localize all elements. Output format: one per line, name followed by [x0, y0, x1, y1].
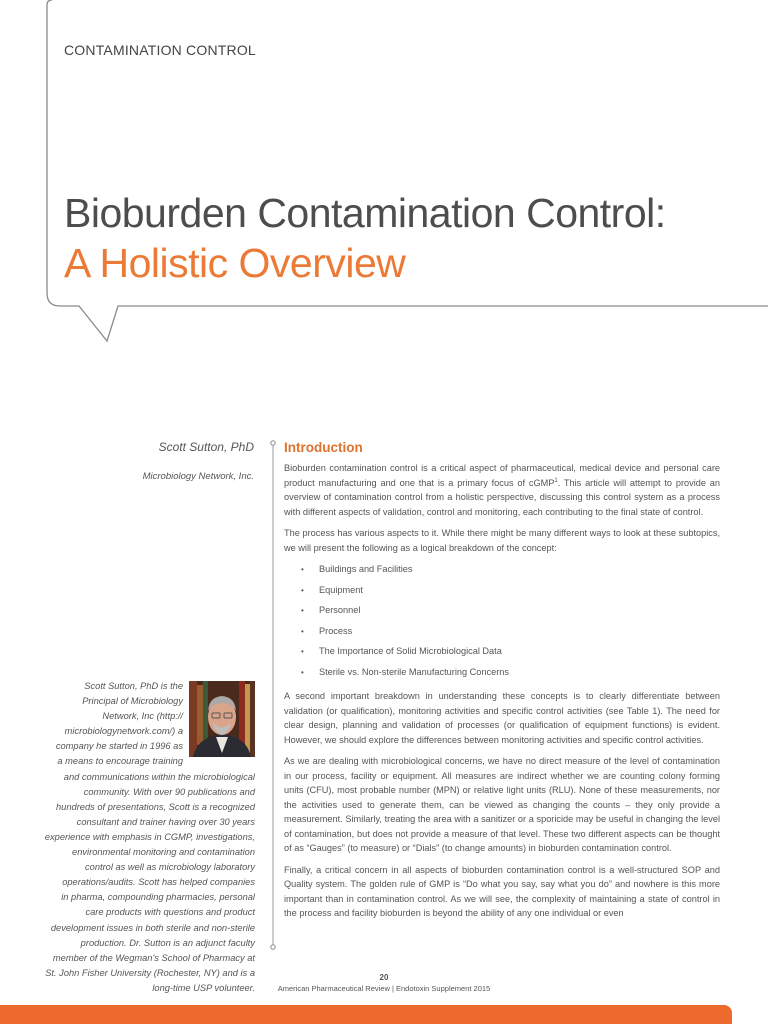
bio-line: long-time USP volunteer. [152, 982, 255, 993]
bio-line: Scott Sutton, PhD is the [84, 681, 183, 691]
bio-line: in pharma, compounding pharmacies, personal [61, 892, 255, 903]
bullet-marker: • [301, 565, 304, 574]
paragraph-4: As we are dealing with microbiological concerns, we have no direct measure of the level of contamination in our process, facility or equipment. All measures are indirect whether we are counting colony forming units (CFU), most probable number (MPN) or relative light units (RLU). None of these measurements, nor the activities used to generate them, can be viewed as changing the counts – they only provide a measurement. Similarly, treating the area with a sanitizer or a sporicide may be useful in changing the level of contamination, but does not provide a measure of that level. These two different aspects can be thought of as “Gauges” (to measure) or “Dials” (to change amounts) in bioburden contamination control. [284, 756, 720, 853]
author-name: Scott Sutton, PhD [158, 440, 254, 454]
bullet-marker: • [301, 626, 304, 636]
page-number: 20 [379, 973, 389, 982]
list-item-text: Equipment [319, 584, 363, 595]
title-line-1: Bioburden Contamination Control: [64, 190, 666, 236]
list-item-text: The Importance of Solid Microbiological Data [319, 646, 502, 656]
bio-line: consultant and trainer having over 30 years [76, 816, 255, 827]
bio-line: and communications within the microbiological [63, 771, 255, 782]
bio-line: member of the Wegman's School of Pharmacy at [52, 952, 255, 963]
title-line-2: A Holistic Overview [64, 240, 406, 286]
bio-line: control as well as microbiology laboratory [85, 862, 255, 873]
bio-line: hundreds of presentations, Scott is a recognized [56, 801, 255, 812]
bullet-marker: • [301, 647, 304, 656]
paragraph-1-text: Bioburden contamination control is a critical aspect of pharmaceutical, medical device and personal care product manufacturing and one that is a primary focus of cGMP [284, 463, 720, 488]
introduction-heading: Introduction [284, 440, 363, 455]
bio-line: community. With over 90 publications and [83, 786, 255, 797]
bio-line: care products with questions and product [85, 907, 255, 918]
bio-line: company he started in 1996 as [55, 741, 183, 752]
bio-line: operations/audits. Scott has helped companies [62, 877, 255, 888]
author-affiliation: Microbiology Network, Inc. [142, 471, 254, 482]
bio-line: a means to encourage training [57, 756, 183, 767]
paragraph-5: Finally, a critical concern in all aspects of bioburden contamination control is a well-structured SOP and Quality system. The golden rule of GMP is “Do what you say, say what you do” and nowhere is this more important than in contamination control. As we will see, the complexity of maintaining a state of control in the process and facility bioburden is beyond the ability of any one individual or even [284, 864, 720, 918]
bio-line: experience with emphasis in CGMP, investigations, [44, 831, 255, 842]
list-item [284, 603, 720, 624]
list-item [284, 644, 720, 665]
bio-line: Principal of Microbiology [82, 696, 183, 707]
bio-line: environmental monitoring and contamination [72, 847, 255, 858]
list-item-text: Personnel [319, 605, 361, 615]
paragraph-1 [284, 461, 720, 519]
article-title [64, 188, 744, 288]
column-divider [270, 440, 276, 950]
list-item [284, 624, 720, 645]
list-item [284, 562, 720, 583]
section-label: CONTAMINATION CONTROL [64, 42, 256, 58]
publication-line: American Pharmaceutical Review | Endotoxin Supplement 2015 [277, 984, 491, 993]
bio-line: production. Dr. Sutton is an adjunct faculty [80, 937, 255, 948]
list-item-text: Process [319, 625, 353, 636]
bullet-marker: • [301, 585, 304, 595]
author-bio [30, 679, 255, 996]
paragraph-2: The process has various aspects to it. While there might be many different ways to look at these subtopics, we will present the following as a logical breakdown of the concept: [284, 528, 720, 553]
bio-line: microbiologynetwork.com/) a [64, 726, 183, 737]
list-item [284, 583, 720, 604]
paragraph-1-text-cont: . This article will attempt to provide an overview of contamination control from a holistic perspective, discussing this control system as a process with different aspects of validation, control and monitoring, each contributing to the final state of control. [284, 477, 720, 517]
list-item-text: Sterile vs. Non-sterile Manufacturing Concerns [319, 666, 509, 677]
paragraph-3: A second important breakdown in understanding these concepts is to clearly differentiate between validation (or qualification), monitoring activities and specific control activities (see Table 1). The need for clear design, planning and validation of processes (or qualification of equipment functions) is evident. However, we should explore the differences between monitoring activities and specific control activities. [284, 691, 720, 745]
bio-line: St. John Fisher University (Rochester, NY) and is a [45, 967, 255, 978]
bio-line: development issues in both sterile and non-sterile [50, 922, 255, 933]
list-item [284, 665, 720, 686]
article-body [284, 440, 720, 928]
footer-bar [0, 1005, 732, 1024]
footnote-ref: 1 [554, 477, 558, 484]
list-item-text: Buildings and Facilities [319, 564, 413, 574]
bullet-marker: • [301, 606, 304, 615]
bullet-list [284, 562, 720, 685]
bullet-marker: • [301, 667, 304, 677]
bio-line: Network, Inc (http:// [102, 711, 183, 722]
